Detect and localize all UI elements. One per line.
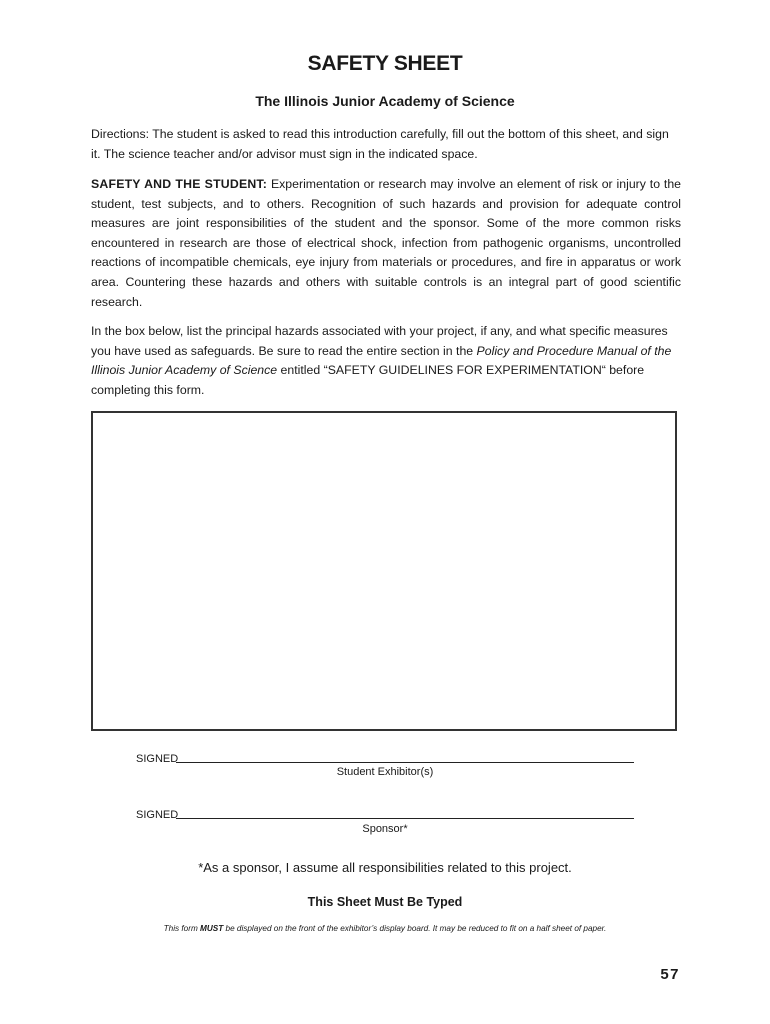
sponsor-statement: *As a sponsor, I assume all responsibilities related to this project.: [198, 860, 572, 875]
display-note-before: This form: [163, 924, 201, 933]
instructions-text-after: entitled “SAFETY GUIDELINES FOR EXPERIMENTATION“ before completing this form.: [91, 363, 645, 397]
sponsor-signature-row: [136, 805, 634, 821]
page-title: SAFETY SHEET: [307, 52, 463, 75]
typed-notice: This Sheet Must Be Typed: [307, 895, 463, 909]
student-signature-row: [136, 749, 634, 765]
display-note: [0, 924, 770, 933]
page-subtitle: The Illinois Junior Academy of Science: [255, 93, 515, 109]
student-signature-line[interactable]: [176, 748, 634, 763]
instructions-text-before: In the box below, list the principal hazards associated with your project, if any, and what specific measures you have used as safeguards. Be sure to read the entire section in the: [91, 324, 668, 358]
safety-paragraph: [91, 175, 681, 312]
student-signature-caption: Student Exhibitor(s): [336, 766, 434, 778]
safety-lead: SAFETY AND THE STUDENT:: [91, 177, 268, 191]
display-note-must: MUST: [200, 924, 224, 933]
instructions-paragraph: [91, 322, 681, 400]
hazards-input-box[interactable]: [91, 411, 677, 731]
page-number: 57: [660, 966, 680, 983]
sponsor-signed-label: SIGNED: [136, 809, 179, 821]
safety-text: Experimentation or research may involve an element of risk or injury to the student, test subjects, and to others. Recognition of such hazards and provision for adequate control measures are joint responsibilities of the student and the sponsor. Some of the more common risks encountered in research are those of electrical shock, infection from pathogenic organisms, uncontrolled reactions of incompatible chemicals, eye injury from materials or procedures, and fire in apparatus or work area. Countering these hazards and others with suitable controls is an integral part of good scientific research.: [91, 177, 681, 309]
directions-paragraph: Directions: The student is asked to read this introduction carefully, fill out the bottom of this sheet, and sign it. The science teacher and/or advisor must sign in the indicated space.: [91, 127, 669, 161]
manual-title: Policy and Procedure Manual of the Illinois Junior Academy of Science: [91, 343, 672, 378]
display-note-after: be displayed on the front of the exhibitor’s display board. It may be reduced to fit on a half sheet of paper.: [223, 924, 607, 933]
sponsor-signature-line[interactable]: [176, 804, 634, 819]
student-signed-label: SIGNED: [136, 753, 179, 765]
sponsor-signature-caption: Sponsor*: [362, 823, 408, 835]
